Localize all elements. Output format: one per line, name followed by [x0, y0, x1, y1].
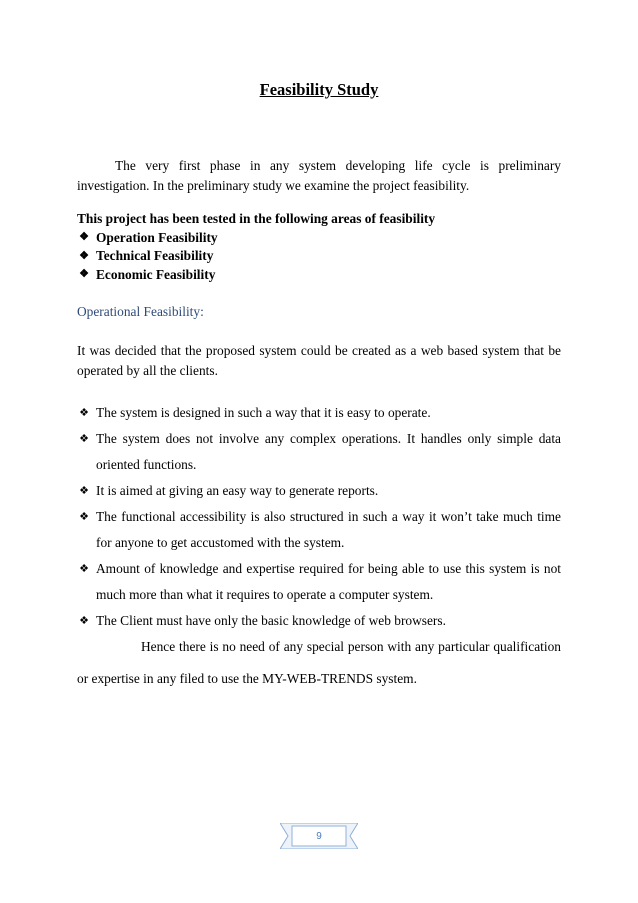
conclusion-paragraph: Hence there is no need of any special person with any particular qualification or expertise in any filed to use the MY-WEB-TRENDS system. [77, 639, 561, 686]
area-item: ❖ Economic Feasibility [77, 266, 567, 285]
diamond-bullet-icon: ❖ [79, 563, 89, 575]
page-number: 9 [316, 831, 322, 842]
list-item: ❖ The system does not involve any complex operations. It handles only simple data oriented functions. [77, 426, 561, 478]
page-number-frame [280, 823, 358, 849]
section-heading: Operational Feasibility: [77, 304, 204, 319]
diamond-bullet-icon: ❖ [79, 485, 89, 497]
area-item: ❖ Operation Feasibility [77, 229, 567, 248]
list-item: ❖ The functional accessibility is also structured in such a way it won’t take much time for anyone to get accustomed with the system. [77, 504, 561, 556]
diamond-bullet-icon: ❖ [79, 249, 89, 262]
area-item: ❖ Technical Feasibility [77, 247, 567, 266]
diamond-bullet-icon: ❖ [79, 407, 89, 419]
list-item: ❖ Amount of knowledge and expertise required for being able to use this system is not much more than what it requires to operate a computer system. [77, 556, 561, 608]
list-item: ❖ The system is designed in such a way that it is easy to operate. [77, 400, 561, 426]
diamond-bullet-icon: ❖ [79, 231, 89, 244]
diamond-bullet-icon: ❖ [79, 268, 89, 281]
operational-bullets [77, 400, 561, 634]
page-title: Feasibility Study [259, 80, 379, 99]
feasibility-areas [77, 210, 567, 284]
list-item: ❖ It is aimed at giving an easy way to generate reports. [77, 478, 561, 504]
diamond-bullet-icon: ❖ [79, 615, 89, 627]
diamond-bullet-icon: ❖ [79, 433, 89, 445]
areas-heading: This project has been tested in the following areas of feasibility [77, 211, 436, 226]
section-intro: It was decided that the proposed system could be created as a web based system that be operated by all the clients. [77, 343, 561, 378]
diamond-bullet-icon: ❖ [79, 511, 89, 523]
list-item: ❖ The Client must have only the basic knowledge of web browsers. [77, 608, 561, 634]
intro-paragraph: The very first phase in any system developing life cycle is preliminary investigation. In the preliminary study we examine the project feasibility. [77, 158, 561, 193]
